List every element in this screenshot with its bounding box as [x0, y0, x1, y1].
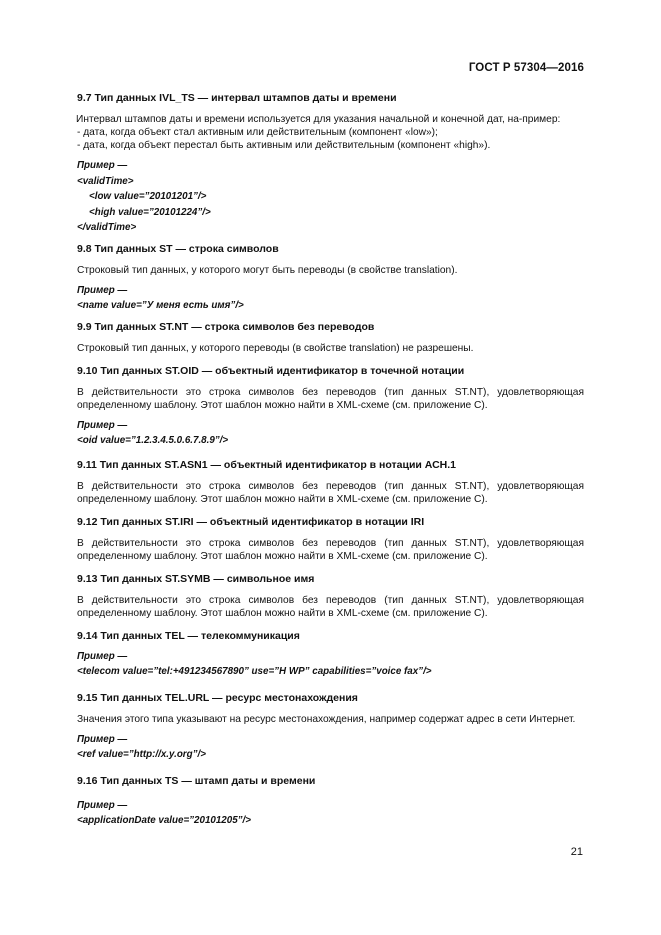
- section-heading: 9.7 Тип данных IVL_TS — интервал штампов даты и времени: [77, 92, 397, 104]
- section-heading: 9.10 Тип данных ST.OID — объектный идентификатор в точечной нотации: [77, 364, 465, 377]
- code-line: <validTime>: [77, 175, 134, 187]
- paragraph: Строковый тип данных, у которого переводы (в свойстве translation) не разрешены.: [77, 342, 474, 354]
- section-heading: 9.14 Тип данных TEL — телекоммуникация: [77, 629, 300, 642]
- section-heading: 9.12 Тип данных ST.IRI — объектный идентификатор в нотации IRI: [77, 515, 425, 528]
- list-item: - дата, когда объект перестал быть активным или действительным (компонент «high»).: [77, 140, 491, 151]
- section-9-14: [77, 630, 584, 680]
- page-content: [77, 92, 584, 829]
- code-line: <ref value=”http://x.y.org”/>: [77, 749, 206, 760]
- section-9-13: [77, 573, 584, 620]
- code-line: <low value=”20101201”/>: [89, 191, 207, 202]
- section-9-11: [77, 459, 584, 506]
- example-label: Пример —: [77, 419, 128, 431]
- example-label: Пример —: [77, 650, 128, 662]
- section-9-12: [77, 516, 584, 563]
- section-heading: 9.11 Тип данных ST.ASN1 — объектный идентификатор в нотации АСН.1: [77, 458, 457, 471]
- paragraph: В действительности это строка символов без переводов (тип данных ST.NT), удовлетворяющая определенному шаблону. Этот шаблон можно найти в XML-схеме (см. приложение С).: [77, 537, 584, 562]
- section-9-7: [77, 92, 584, 236]
- code-line: <telecom value=”tel:+491234567890” use=”H WP” capabilities=”voice fax”/>: [77, 666, 432, 677]
- section-heading: 9.13 Тип данных ST.SYMB — символьное имя: [77, 572, 315, 585]
- section-heading: 9.8 Тип данных ST — строка символов: [77, 242, 279, 255]
- code-line: <applicationDate value=”20101205”/>: [77, 815, 251, 826]
- section-9-15: [77, 692, 584, 763]
- paragraph: Значения этого типа указывают на ресурс местонахождения, например содержат адрес в сети Интернет.: [77, 713, 576, 725]
- example-label: Пример —: [77, 799, 128, 811]
- document-code: ГОСТ Р 57304—2016: [468, 62, 584, 74]
- section-9-8: [77, 243, 584, 314]
- section-heading: 9.15 Тип данных TEL.URL — ресурс местонахождения: [77, 691, 358, 704]
- list-item: - дата, когда объект стал активным или действительным (компонент «low»);: [77, 127, 438, 138]
- page-number: 21: [570, 846, 583, 858]
- paragraph: В действительности это строка символов без переводов (тип данных ST.NT), удовлетворяющая определенному шаблону. Этот шаблон можно найти в XML-схеме (см. приложение С).: [77, 386, 584, 411]
- section-9-10: [77, 365, 584, 449]
- code-line: <name value=”У меня есть имя”/>: [77, 300, 244, 311]
- paragraph: Интервал штампов даты и времени используется для указания начальной и конечной дат, на-пример:: [76, 114, 561, 125]
- section-heading: 9.9 Тип данных ST.NT — строка символов без переводов: [77, 320, 375, 333]
- paragraph: В действительности это строка символов без переводов (тип данных ST.NT), удовлетворяющая определенному шаблону. Этот шаблон можно найти в XML-схеме (см. приложение С).: [77, 480, 584, 505]
- section-9-16: [77, 775, 584, 829]
- code-line: </validTime>: [77, 222, 137, 233]
- code-line: <high value=”20101224”/>: [89, 206, 211, 218]
- example-label: Пример —: [77, 160, 128, 171]
- example-label: Пример —: [77, 733, 128, 745]
- section-9-9: [77, 321, 584, 355]
- paragraph: В действительности это строка символов без переводов (тип данных ST.NT), удовлетворяющая определенному шаблону. Этот шаблон можно найти в XML-схеме (см. приложение С).: [77, 594, 584, 619]
- paragraph: Строковый тип данных, у которого могут быть переводы (в свойстве translation).: [77, 264, 458, 276]
- section-heading: 9.16 Тип данных TS — штамп даты и времени: [77, 774, 316, 787]
- code-line: <oid value=”1.2.3.4.5.0.6.7.8.9”/>: [77, 435, 229, 446]
- example-label: Пример —: [77, 284, 128, 296]
